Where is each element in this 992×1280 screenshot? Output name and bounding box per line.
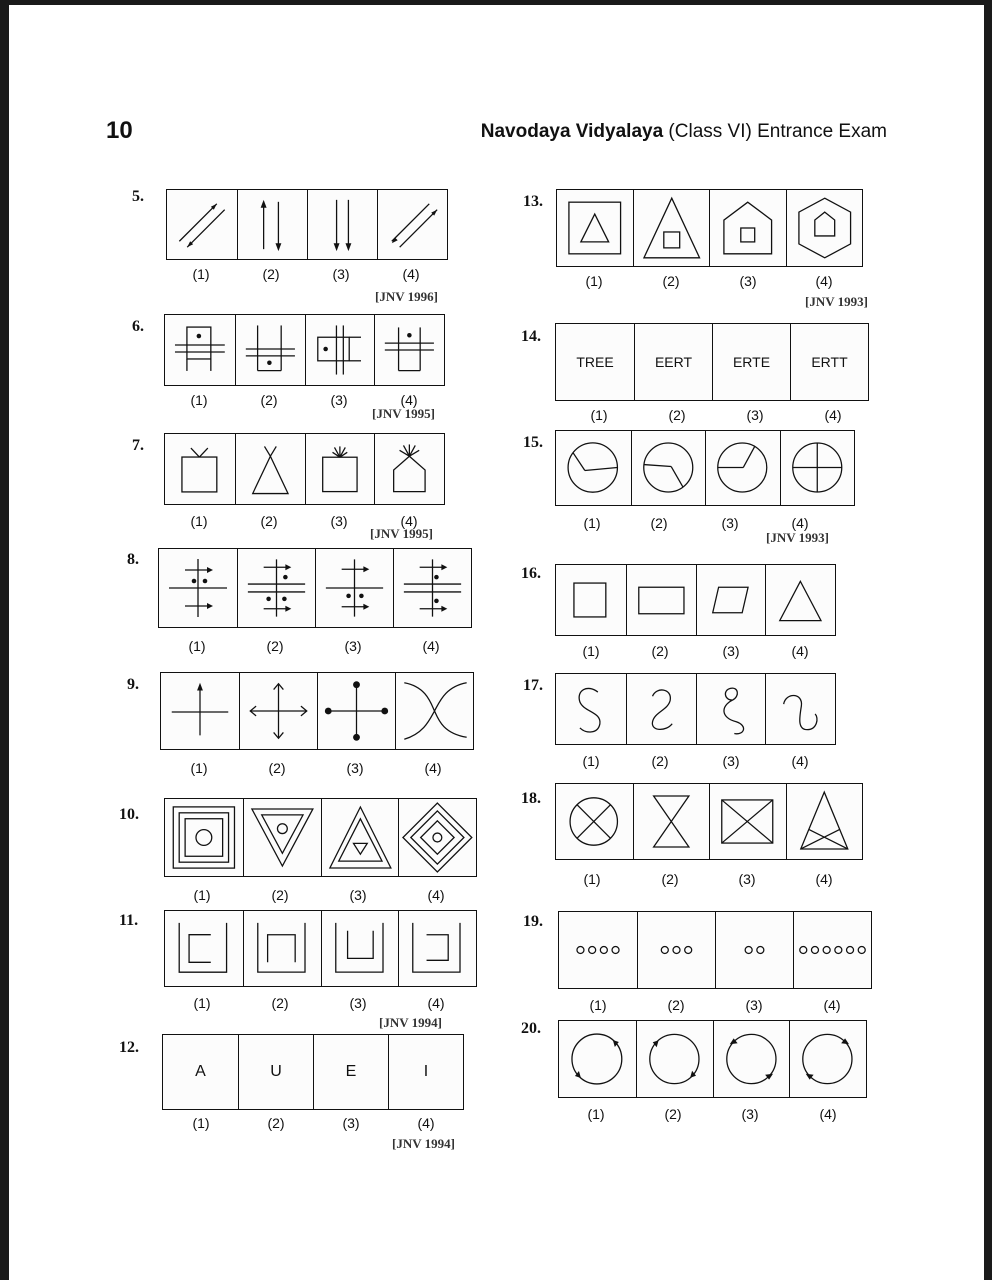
- option-label: (1): [190, 392, 208, 408]
- option-label: (3): [739, 273, 757, 289]
- small-circle: [823, 946, 830, 953]
- option-label: (3): [722, 643, 740, 659]
- figure-2: [634, 324, 712, 400]
- small-circle: [661, 946, 668, 953]
- option-label: (3): [746, 407, 764, 423]
- question-number: 12.: [119, 1039, 139, 1056]
- question-number: 15.: [523, 434, 543, 451]
- option-label: (1): [589, 997, 607, 1013]
- option-label: (2): [271, 887, 289, 903]
- figure-2: [243, 799, 321, 876]
- source-tag: [JNV 1993]: [766, 530, 829, 545]
- option-label: (1): [193, 995, 211, 1011]
- figure-row-q14: [555, 323, 869, 401]
- question-number: 18.: [521, 790, 541, 807]
- word: ERTT: [811, 354, 848, 370]
- figure-3: [321, 911, 399, 986]
- figure-1: [161, 673, 239, 749]
- page-number: 10: [106, 117, 133, 144]
- option-label: (2): [668, 407, 686, 423]
- figure-1: [167, 190, 237, 259]
- option-label: (3): [741, 1106, 759, 1122]
- option-label: (2): [268, 760, 286, 776]
- option-label: (3): [346, 760, 364, 776]
- question-number: 14.: [521, 328, 541, 345]
- option-label: (2): [650, 515, 668, 531]
- figure-2: [239, 673, 317, 749]
- figure-3: [305, 315, 375, 385]
- circle-group: [638, 912, 715, 988]
- option-label: (3): [349, 995, 367, 1011]
- option-label: (4): [823, 997, 841, 1013]
- figure-4: [374, 315, 444, 385]
- option-label: (2): [260, 392, 278, 408]
- word: ERTE: [732, 354, 771, 370]
- option-label: (2): [651, 753, 669, 769]
- figure-1: [556, 431, 631, 505]
- source-tag: [JNV 1995]: [372, 406, 435, 421]
- figure-4: [786, 190, 863, 266]
- option-label: (3): [745, 997, 763, 1013]
- question-number: 10.: [119, 806, 139, 823]
- figure-2: [633, 784, 710, 859]
- question-number: 13.: [523, 193, 543, 210]
- question-number: 16.: [521, 565, 541, 582]
- option-label: (1): [582, 643, 600, 659]
- figure-row-q6: [164, 314, 445, 386]
- figure-4: [395, 673, 473, 749]
- option-label: (2): [651, 643, 669, 659]
- figure-4: [780, 431, 855, 505]
- figure-row-q20: [558, 1020, 867, 1098]
- figure-4: [789, 1021, 866, 1097]
- option-label: (4): [402, 266, 420, 282]
- option-label: (2): [271, 995, 289, 1011]
- figure-4: [398, 911, 476, 986]
- figure-1: [556, 674, 626, 744]
- figure-1: [559, 1021, 636, 1097]
- figure-3: [712, 324, 790, 400]
- source-tag: [JNV 1995]: [370, 526, 433, 541]
- running-header-bold: Navodaya Vidyalaya: [480, 121, 664, 142]
- option-label: (4): [400, 392, 418, 408]
- figure-2: [237, 190, 307, 259]
- question-number: 17.: [523, 677, 543, 694]
- figure-3: [307, 190, 377, 259]
- option-label: (2): [262, 266, 280, 282]
- figure-2: [243, 911, 321, 986]
- question-number: 5.: [132, 188, 144, 205]
- option-label: (2): [267, 1115, 285, 1131]
- figure-4: [765, 565, 835, 635]
- figure-4: [793, 912, 871, 988]
- figure-row-q12: [162, 1034, 464, 1110]
- source-tag: [JNV 1993]: [805, 294, 868, 309]
- figure-1: [163, 1035, 238, 1109]
- figure-3: [709, 784, 786, 859]
- figure-1: [556, 565, 626, 635]
- option-label: (1): [190, 513, 208, 529]
- figure-3: [709, 190, 786, 266]
- option-label: (3): [738, 871, 756, 887]
- figure-3: [715, 912, 793, 988]
- figure-1: [556, 324, 634, 400]
- running-header-rest: (Class VI) Entrance Exam: [668, 121, 887, 142]
- question-number: 9.: [127, 676, 139, 693]
- option-label: (2): [667, 997, 685, 1013]
- small-circle: [589, 946, 596, 953]
- figure-row-q11: [164, 910, 477, 987]
- figure-3: [696, 674, 766, 744]
- word: EERT: [654, 354, 693, 370]
- small-circle: [745, 946, 752, 953]
- circle-group: [794, 912, 871, 988]
- option-label: (4): [791, 753, 809, 769]
- figure-row-q13: [556, 189, 863, 267]
- figure-1: [556, 784, 633, 859]
- figure-3: [705, 431, 780, 505]
- question-number: 7.: [132, 437, 144, 454]
- option-label: (2): [260, 513, 278, 529]
- option-label: (4): [400, 513, 418, 529]
- figure-4: [388, 1035, 463, 1109]
- option-label: (3): [344, 638, 362, 654]
- option-label: (1): [590, 407, 608, 423]
- option-label: (3): [721, 515, 739, 531]
- figure-3: [305, 434, 375, 504]
- figure-row-q17: [555, 673, 836, 745]
- small-circle: [847, 946, 854, 953]
- figure-2: [237, 549, 315, 627]
- option-label: (2): [266, 638, 284, 654]
- page: [9, 5, 984, 1280]
- figure-4: [374, 434, 444, 504]
- question-number: 6.: [132, 318, 144, 335]
- option-label: (4): [819, 1106, 837, 1122]
- option-label: (1): [583, 515, 601, 531]
- option-label: (3): [722, 753, 740, 769]
- figure-row-q15: [555, 430, 855, 506]
- figure-1: [165, 911, 243, 986]
- word: TREE: [576, 354, 614, 370]
- option-label: (1): [585, 273, 603, 289]
- question-number: 19.: [523, 913, 543, 930]
- circle-group: [559, 912, 637, 988]
- circle-group: [716, 912, 793, 988]
- small-circle: [800, 946, 807, 953]
- option-label: (1): [192, 1115, 210, 1131]
- figure-4: [790, 324, 868, 400]
- figure-2: [235, 434, 305, 504]
- option-label: (1): [583, 871, 601, 887]
- option-label: (4): [791, 643, 809, 659]
- figure-row-q18: [555, 783, 863, 860]
- option-label: (4): [824, 407, 842, 423]
- option-label: (4): [422, 638, 440, 654]
- option-label: (2): [662, 273, 680, 289]
- option-label: (4): [791, 515, 809, 531]
- figure-4: [393, 549, 471, 627]
- option-label: (1): [188, 638, 206, 654]
- figure-1: [165, 799, 243, 876]
- figure-row-q9: [160, 672, 474, 750]
- figure-1: [165, 315, 235, 385]
- letter: A: [195, 1063, 206, 1080]
- figure-3: [696, 565, 766, 635]
- figure-4: [786, 784, 863, 859]
- small-circle: [600, 946, 607, 953]
- small-circle: [685, 946, 692, 953]
- figure-1: [557, 190, 633, 266]
- small-circle: [612, 946, 619, 953]
- figure-4: [765, 674, 835, 744]
- option-label: (3): [330, 392, 348, 408]
- option-label: (4): [424, 760, 442, 776]
- source-tag: [JNV 1994]: [379, 1015, 442, 1030]
- option-label: (3): [342, 1115, 360, 1131]
- figure-row-q7: [164, 433, 445, 505]
- figure-2: [636, 1021, 713, 1097]
- figure-2: [626, 674, 696, 744]
- figure-2: [631, 431, 706, 505]
- small-circle: [757, 946, 764, 953]
- small-circle: [811, 946, 818, 953]
- figure-3: [321, 799, 399, 876]
- option-label: (1): [190, 760, 208, 776]
- question-number: 11.: [119, 912, 139, 929]
- option-label: (1): [582, 753, 600, 769]
- figure-3: [315, 549, 393, 627]
- small-circle: [835, 946, 842, 953]
- small-circle: [577, 946, 584, 953]
- option-label: (4): [427, 887, 445, 903]
- option-label: (4): [815, 871, 833, 887]
- option-label: (3): [332, 266, 350, 282]
- figure-2: [238, 1035, 313, 1109]
- figure-4: [377, 190, 447, 259]
- figure-row-q19: [558, 911, 872, 989]
- option-label: (3): [349, 887, 367, 903]
- letter: E: [345, 1063, 357, 1080]
- question-number: 20.: [521, 1020, 541, 1037]
- figure-row-q10: [164, 798, 477, 877]
- figure-2: [637, 912, 715, 988]
- small-circle: [858, 946, 865, 953]
- option-label: (1): [192, 266, 210, 282]
- figure-3: [713, 1021, 790, 1097]
- figure-1: [165, 434, 235, 504]
- figure-2: [633, 190, 710, 266]
- figure-row-q16: [555, 564, 836, 636]
- figure-4: [398, 799, 476, 876]
- figure-1: [159, 549, 237, 627]
- question-number: 8.: [127, 551, 139, 568]
- running-header: [481, 121, 887, 143]
- figure-3: [317, 673, 395, 749]
- figure-2: [235, 315, 305, 385]
- source-tag: [JNV 1996]: [375, 289, 438, 304]
- option-label: (4): [427, 995, 445, 1011]
- figure-1: [559, 912, 637, 988]
- figure-row-q5: [166, 189, 448, 260]
- option-label: (3): [330, 513, 348, 529]
- letter: U: [270, 1063, 282, 1080]
- option-label: (2): [661, 871, 679, 887]
- figure-row-q8: [158, 548, 472, 628]
- option-label: (1): [587, 1106, 605, 1122]
- option-label: (4): [815, 273, 833, 289]
- figure-2: [626, 565, 696, 635]
- figure-3: [313, 1035, 388, 1109]
- small-circle: [673, 946, 680, 953]
- source-tag: [JNV 1994]: [392, 1136, 455, 1151]
- option-label: (1): [193, 887, 211, 903]
- letter: I: [423, 1063, 429, 1080]
- option-label: (2): [664, 1106, 682, 1122]
- option-label: (4): [417, 1115, 435, 1131]
